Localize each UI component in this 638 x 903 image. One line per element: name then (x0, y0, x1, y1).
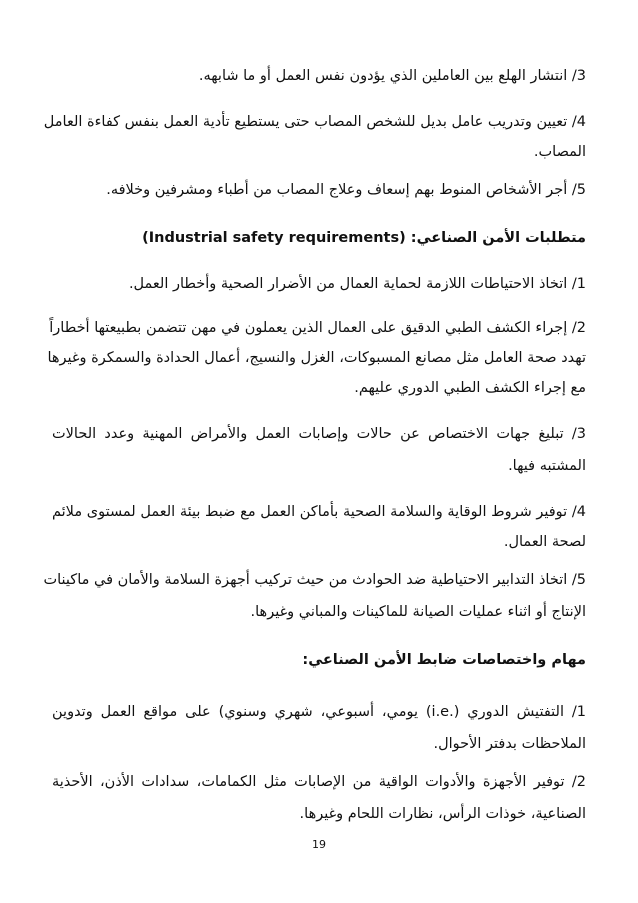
section-heading-english: (Industrial safety requirements) (142, 230, 406, 246)
requirement-2-line-1: 2/ إجراء الكشف الطبي الدقيق على العمال الذين يعملون في مهن تتضمن بطبيعتها أخطاراً (49, 320, 586, 336)
paragraph-3: 3/ انتشار الهلع بين العاملين الذي يؤدون نفس العمل أو ما شابهه. (198, 68, 586, 84)
requirement-3-line-1: 3/ تبليغ جهات الاختصاص عن حالات وإصابات العمل والأمراض المهنية وعدد الحالات (52, 426, 586, 442)
paragraph-5: 5/ أجر الأشخاص المنوط بهم إسعاف وعلاج المصاب من أطباء ومشرفين وخلافه. (106, 182, 586, 198)
requirement-4-line-1: 4/ توفير شروط الوقاية والسلامة الصحية بأماكن العمل مع ضبط بيئة العمل لمستوى ملائم (52, 504, 586, 520)
requirement-4-line-2: لصحة العمال. (503, 534, 586, 550)
section-heading-duties: مهام واختصاصات ضابط الأمن الصناعي: (302, 652, 586, 668)
requirement-5-line-1: 5/ اتخاذ التدابير الاحتياطية ضد الحوادث من حيث تركيب أجهزة السلامة والأمان في ماكينات (43, 572, 586, 588)
section-heading-arabic: متطلبات الأمن الصناعي: (410, 230, 586, 246)
requirement-2-line-2: تهدد صحة العامل مثل مصانع المسبوكات، الغزل والنسيج، أعمال الحدادة والسمكرة وغيرها (47, 350, 586, 366)
duty-1-english: i.e. (431, 704, 454, 720)
requirement-3-line-2: المشتبه فيها. (508, 458, 586, 474)
page-number: 19 (312, 838, 326, 851)
duty-1-line-2: الملاحظات بدفتر الأحوال. (433, 736, 586, 752)
requirement-5-line-2: الإنتاج أو اثناء عمليات الصيانة للماكينات والمباني وغيرها. (250, 604, 586, 620)
requirement-2-line-3: مع إجراء الكشف الطبي الدوري عليهم. (354, 380, 586, 396)
duty-2-line-2: الصناعية، خوذات الرأس، نظارات اللحام وغيرها. (299, 806, 586, 822)
requirement-1: 1/ اتخاذ الاحتياطات اللازمة لحماية العمال من الأضرار الصحية وأخطار العمل. (128, 276, 586, 292)
section-heading-requirements (142, 228, 586, 248)
duty-1-text-a: 1/ التفتيش الدوري ( (453, 704, 586, 720)
duty-2-line-1: 2/ توفير الأجهزة والأدوات الواقية من الإصابات مثل الكمامات، سدادات الأذن، الأحذية (52, 774, 586, 790)
duty-1-text-b: ) يومي، أسبوعي، شهري وسنوي) على مواقع العمل وتدوين (52, 704, 432, 720)
duty-1-line-1 (52, 702, 586, 722)
paragraph-4-line-2: المصاب. (533, 144, 586, 160)
paragraph-4-line-1: 4/ تعيين وتدريب عامل بديل للشخص المصاب حتى يستطيع تأدية العمل بنفس كفاءة العامل (43, 114, 586, 130)
